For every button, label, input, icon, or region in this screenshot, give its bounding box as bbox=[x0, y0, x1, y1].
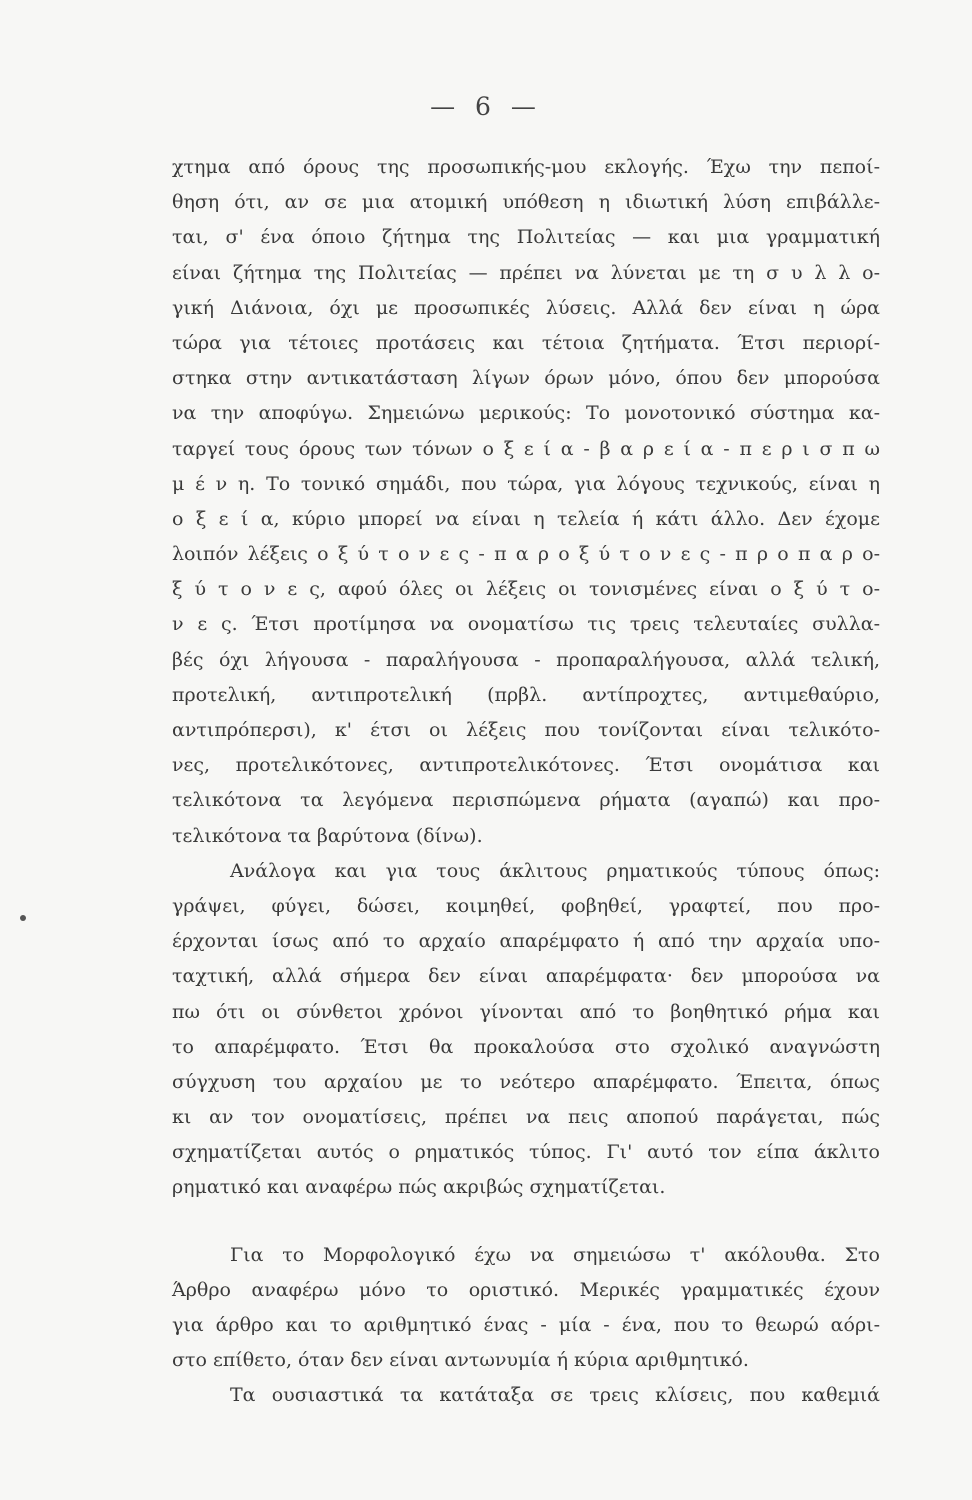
text-line: τώρα για τέτοιες προτάσεις και τέτοια ζητήματα. Έτσι περιορί- bbox=[172, 331, 880, 354]
text-line: σύγχυση του αρχαίου με το νεότερο απαρέμφατο. Έπειτα, όπως bbox=[172, 1070, 880, 1093]
text-line: Άρθρο αναφέρω μόνο το οριστικό. Μερικές γραμματικές έχουν bbox=[172, 1278, 880, 1301]
paragraph-4 bbox=[172, 1378, 880, 1413]
text-line: ρηματικό και αναφέρω πώς ακριβώς σχηματίζεται. bbox=[172, 1176, 666, 1199]
text-line: Ανάλογα και για τους άκλιτους ρηματικούς τύπους όπως: bbox=[230, 859, 880, 882]
text-line: χτημα από όρους της προσωπικής-μου εκλογής. Έχω την πεποί- bbox=[172, 156, 880, 178]
text-line: το απαρέμφατο. Έτσι θα προκαλούσα στο σχολικό αναγνώστη bbox=[172, 1035, 880, 1058]
text-line: πω ότι οι σύνθετοι χρόνοι γίνονται από το βοηθητικό ρήμα και bbox=[172, 1000, 880, 1023]
text-line: θηση ότι, αν σε μια ατομική υπόθεση η ιδιωτική λύση επιβάλλε- bbox=[172, 191, 880, 214]
margin-dot bbox=[20, 915, 26, 921]
text-line: σχηματίζεται αυτός ο ρηματικός τύπος. Γι' αυτό τον είπα άκλιτο bbox=[172, 1141, 880, 1164]
text-line: ται, σ' ένα όποιο ζήτημα της Πολιτείας — και μια γραμματική bbox=[172, 226, 880, 249]
text-line: Τα ουσιαστικά τα κατάταξα σε τρεις κλίσεις, που καθεμιά bbox=[230, 1384, 880, 1407]
paragraph-1 bbox=[172, 150, 880, 854]
text-line: έρχονται ίσως από το αρχαίο απαρέμφατο ή από την αρχαία υπο- bbox=[172, 930, 880, 953]
text-line: ταργεί τους όρους των τόνων ο ξ ε ί α - β α ρ ε ί α - π ε ρ ι σ π ω bbox=[172, 437, 880, 460]
text-line: ο ξ ε ί α, κύριο μπορεί να είναι η τελεία ή κάτι άλλο. Δεν έχομε bbox=[172, 507, 880, 530]
text-line: στηκα στην αντικατάσταση λίγων όρων μόνο, όπου δεν μπορούσα bbox=[172, 367, 880, 390]
text-line: για άρθρο και το αριθμητικό ένας - μία - ένα, που το θεωρώ αόρι- bbox=[172, 1314, 880, 1336]
text-line: στο επίθετο, όταν δεν είναι αντωνυμία ή κύρια αριθμητικό. bbox=[172, 1349, 749, 1372]
text-line: ξ ύ τ ο ν ε ς, αφού όλες οι λέξεις οι τονισμένες είναι ο ξ ύ τ ο- bbox=[172, 578, 880, 601]
text-line: να την αποφύγω. Σημειώνω μερικούς: Το μονοτονικό σύστημα κα- bbox=[172, 402, 880, 425]
text-line: ν ε ς. Έτσι προτίμησα να ονοματίσω τις τρεις τελευταίες συλλα- bbox=[172, 613, 880, 636]
text-line: αντιπρόπερσι), κ' έτσι οι λέξεις που τονίζονται είναι τελικότο- bbox=[172, 719, 880, 741]
paragraph-3 bbox=[172, 1238, 880, 1379]
text-line: νες, προτελικότονες, αντιπροτελικότονες. Έτσι ονομάτισα και bbox=[172, 754, 880, 777]
text-line: γράψει, φύγει, δώσει, κοιμηθεί, φοβηθεί, γραφτεί, που προ- bbox=[172, 894, 880, 917]
text-line: προτελική, αντιπροτελική (πρβλ. αντίπροχτες, αντιμεθαύριο, bbox=[172, 683, 880, 706]
text-line: μ έ ν η. Το τονικό σημάδι, που τώρα, για λόγους τεχνικούς, είναι η bbox=[172, 472, 880, 495]
text-line: Για το Μορφολογικό έχω να σημειώσω τ' ακόλουθα. Στο bbox=[230, 1243, 880, 1266]
text-line: λοιπόν λέξεις ο ξ ύ τ ο ν ε ς - π α ρ ο ξ ύ τ ο ν ε ς - π ρ ο π α ρ ο- bbox=[172, 543, 880, 566]
paragraph-gap bbox=[172, 1206, 880, 1238]
text-line: κι αν τον ονοματίσεις, πρέπει να πεις αποπού παράγεται, πώς bbox=[172, 1106, 880, 1129]
text-line: ταχτική, αλλά σήμερα δεν είναι απαρέμφατα· δεν μπορούσα να bbox=[172, 965, 880, 988]
text-line: είναι ζήτημα της Πολιτείας — πρέπει να λύνεται με τη σ υ λ λ ο- bbox=[172, 261, 880, 284]
paragraph-2 bbox=[172, 854, 880, 1206]
body-text bbox=[172, 150, 880, 1414]
text-line: τελικότονα τα λεγόμενα περισπώμενα ρήματα (αγαπώ) και προ- bbox=[172, 789, 880, 812]
text-line: τελικότονα τα βαρύτονα (δίνω). bbox=[172, 824, 483, 847]
page-number: — 6 — bbox=[430, 92, 542, 121]
text-line: γική Διάνοια, όχι με προσωπικές λύσεις. Αλλά δεν είναι η ώρα bbox=[172, 296, 880, 319]
text-line: βές όχι λήγουσα - παραλήγουσα - προπαραλήγουσα, αλλά τελική, bbox=[172, 648, 880, 671]
